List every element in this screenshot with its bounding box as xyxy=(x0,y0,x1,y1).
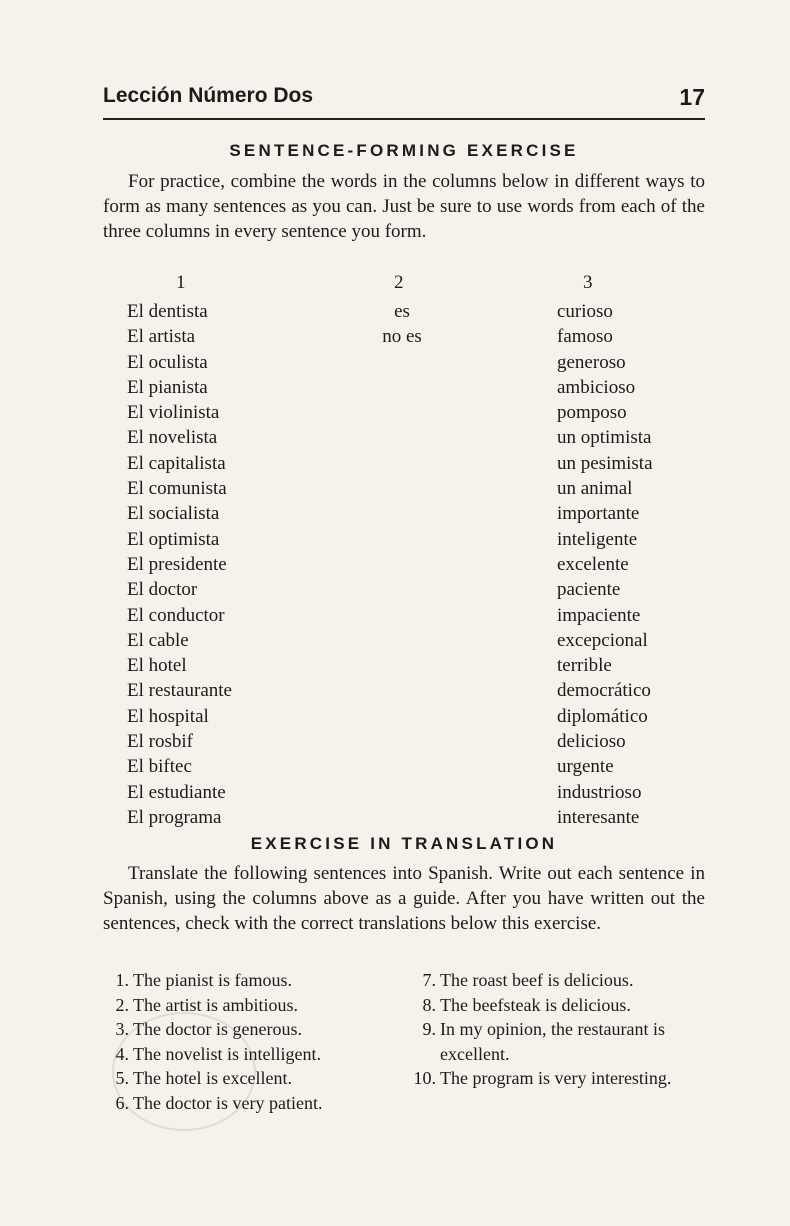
subject-item: El comunista xyxy=(127,478,227,500)
translation-list-right xyxy=(410,968,710,1091)
translation-item xyxy=(410,993,710,1018)
column-2-list xyxy=(376,299,428,350)
translation-item xyxy=(103,993,403,1018)
predicate-item: generoso xyxy=(557,351,626,373)
subject-item: El presidente xyxy=(127,553,227,575)
predicate-item: importante xyxy=(557,503,640,525)
column-number-1: 1 xyxy=(176,272,186,293)
item-text: The beefsteak is delicious. xyxy=(440,994,631,1015)
header-rule xyxy=(103,118,705,120)
item-number: 7. xyxy=(422,970,436,990)
item-text: The artist is ambitious. xyxy=(133,994,298,1015)
translation-item xyxy=(103,1017,403,1042)
predicate-item: terrible xyxy=(557,655,612,677)
column-number-2: 2 xyxy=(394,272,404,293)
subject-item: El capitalista xyxy=(127,452,226,474)
item-number: 1. xyxy=(115,970,129,990)
subject-item: El doctor xyxy=(127,579,198,601)
page-number: 17 xyxy=(679,84,705,110)
item-number: 9. xyxy=(422,1019,436,1039)
predicate-item: impaciente xyxy=(557,604,641,626)
item-number: 4. xyxy=(115,1043,129,1064)
subject-item: El optimista xyxy=(127,528,220,550)
translation-instructions: Translate the following sentences into Spanish. Write out each sentence in Spanish, using the columns above as a guide. After you have written out the sentences, check with the correct translations below this exercise. xyxy=(103,863,705,934)
translation-item xyxy=(103,1066,403,1091)
item-number: 3. xyxy=(115,1019,129,1039)
subject-item: El violinista xyxy=(127,402,220,424)
column-number-3: 3 xyxy=(583,272,593,293)
subject-item: El rosbif xyxy=(127,731,193,753)
translation-item xyxy=(103,1091,403,1116)
subject-item: El restaurante xyxy=(127,680,232,702)
subject-item: El socialista xyxy=(127,503,220,525)
translation-item xyxy=(410,1066,710,1091)
lesson-title: Lección Número Dos xyxy=(103,84,314,107)
translation-heading: EXERCISE IN TRANSLATION xyxy=(250,834,558,853)
translation-item xyxy=(410,968,710,993)
predicate-item: famoso xyxy=(557,326,613,348)
verb-item: no es xyxy=(382,326,422,348)
item-number: 5. xyxy=(115,1068,129,1088)
predicate-item: ambicioso xyxy=(557,376,636,398)
item-number: 8. xyxy=(422,994,436,1015)
item-text: The novelist is intelligent. xyxy=(133,1043,321,1064)
subject-item: El estudiante xyxy=(127,781,226,803)
item-text: The roast beef is delicious. xyxy=(440,970,634,990)
predicate-item: interesante xyxy=(557,806,640,828)
predicate-item: urgente xyxy=(557,756,614,778)
item-text: The doctor is generous. xyxy=(133,1019,302,1039)
subject-item: El cable xyxy=(127,629,189,651)
column-3-list xyxy=(557,299,653,830)
predicate-item: un animal xyxy=(557,478,633,500)
predicate-item: un optimista xyxy=(557,427,652,449)
item-number: 2. xyxy=(115,994,129,1015)
translation-item xyxy=(103,968,403,993)
item-number: 10. xyxy=(413,1068,436,1088)
sentence-forming-instructions: For practice, combine the words in the columns below in different ways to form as many sentences as you can. Just be sure to use words from each of the three columns in every sentence you form. xyxy=(103,171,705,242)
predicate-item: industrioso xyxy=(557,781,642,803)
verb-item: es xyxy=(394,301,410,322)
predicate-item: diplomático xyxy=(557,705,648,727)
predicate-item: delicioso xyxy=(557,731,626,753)
subject-item: El artista xyxy=(127,326,196,348)
predicate-item: democrático xyxy=(557,680,651,702)
translation-item xyxy=(410,1017,710,1066)
page-header xyxy=(103,84,705,114)
predicate-item: un pesimista xyxy=(557,452,653,474)
subject-item: El oculista xyxy=(127,351,208,373)
item-text: The pianist is famous. xyxy=(133,970,292,990)
subject-item: El programa xyxy=(127,806,222,828)
item-text: In my opinion, the restaurant is excellent. xyxy=(440,1019,665,1064)
subject-item: El pianista xyxy=(127,376,208,398)
column-1-list xyxy=(127,299,232,830)
translation-item xyxy=(103,1042,403,1067)
subject-item: El conductor xyxy=(127,604,225,626)
translation-list-left xyxy=(103,968,403,1115)
sentence-forming-heading: SENTENCE-FORMING EXERCISE xyxy=(229,141,579,160)
subject-item: El biftec xyxy=(127,756,192,778)
item-number: 6. xyxy=(115,1092,129,1113)
subject-item: El hotel xyxy=(127,655,187,677)
predicate-item: excepcional xyxy=(557,629,648,651)
item-text: The program is very interesting. xyxy=(440,1068,672,1088)
subject-item: El dentista xyxy=(127,301,208,322)
subject-item: El hospital xyxy=(127,705,209,727)
predicate-item: inteligente xyxy=(557,528,638,550)
predicate-item: paciente xyxy=(557,579,621,601)
predicate-item: curioso xyxy=(557,301,613,322)
item-text: The doctor is very patient. xyxy=(133,1092,323,1113)
predicate-item: excelente xyxy=(557,553,629,575)
predicate-item: pomposo xyxy=(557,402,627,424)
subject-item: El novelista xyxy=(127,427,218,449)
item-text: The hotel is excellent. xyxy=(133,1068,292,1088)
